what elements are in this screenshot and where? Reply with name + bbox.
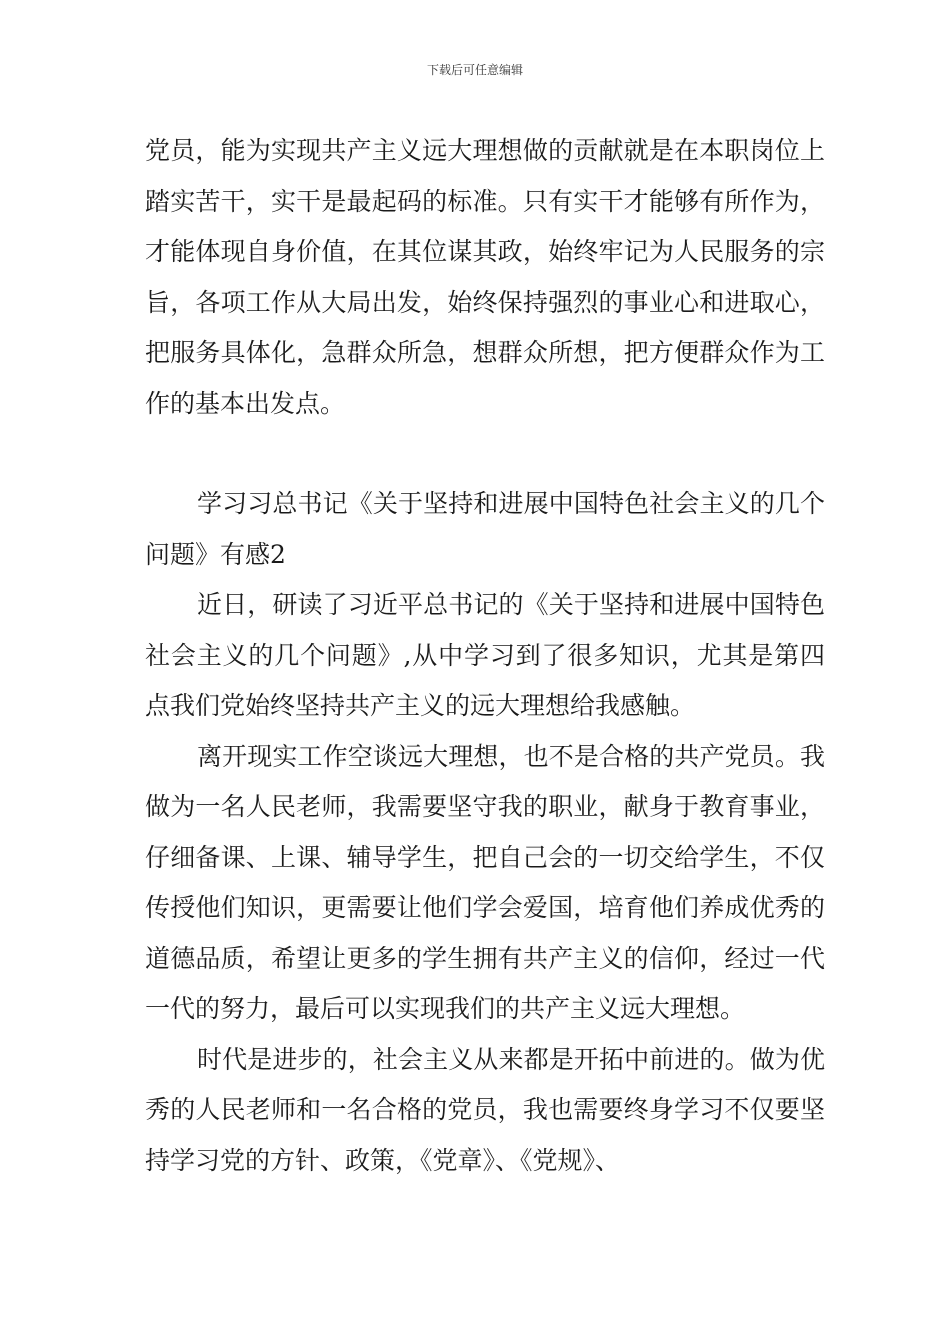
- page-header: 下载后可任意编辑: [426, 63, 523, 77]
- paragraph-2: 近日，研读了习近平总书记的《关于坚持和进展中国特色社会主义的几个问题》,从中学习到了很多知识，尤其是第四点我们党始终坚持共产主义的远大理想给我感触。: [145, 590, 825, 720]
- paragraph-1: 党员，能为实现共产主义远大理想做的贡献就是在本职岗位上踏实苦干，实干是最起码的标准。只有实干才能够有所作为，才能体现自身价值，在其位谋其政，始终牢记为人民服务的宗旨，各项工作从大局出发，始终保持强烈的事业心和进取心，把服务具体化，急群众所急，想群众所想，把方便群众作为工作的基本出发点。: [145, 136, 825, 418]
- paragraph-4: 时代是进步的，社会主义从来都是开拓中前进的。做为优秀的人民老师和一名合格的党员，我也需要终身学习不仅要坚持学习党的方针、政策，《党章》、《党规》、: [145, 1044, 825, 1175]
- paragraph-3: 离开现实工作空谈远大理想，也不是合格的共产党员。我做为一名人民老师，我需要坚守我的职业，献身于教育事业，仔细备课、上课、辅导学生，把自己会的一切交给学生，不仅传授他们知识，更需要让他们学会爱国，培育他们养成优秀的道德品质，希望让更多的学生拥有共产主义的信仰，经过一代一代的努力，最后可以实现我们的共产主义远大理想。: [145, 741, 825, 1023]
- document-body: [145, 126, 825, 1186]
- section-title: 学习习总书记《关于坚持和进展中国特色社会主义的几个问题》有感2: [145, 489, 825, 569]
